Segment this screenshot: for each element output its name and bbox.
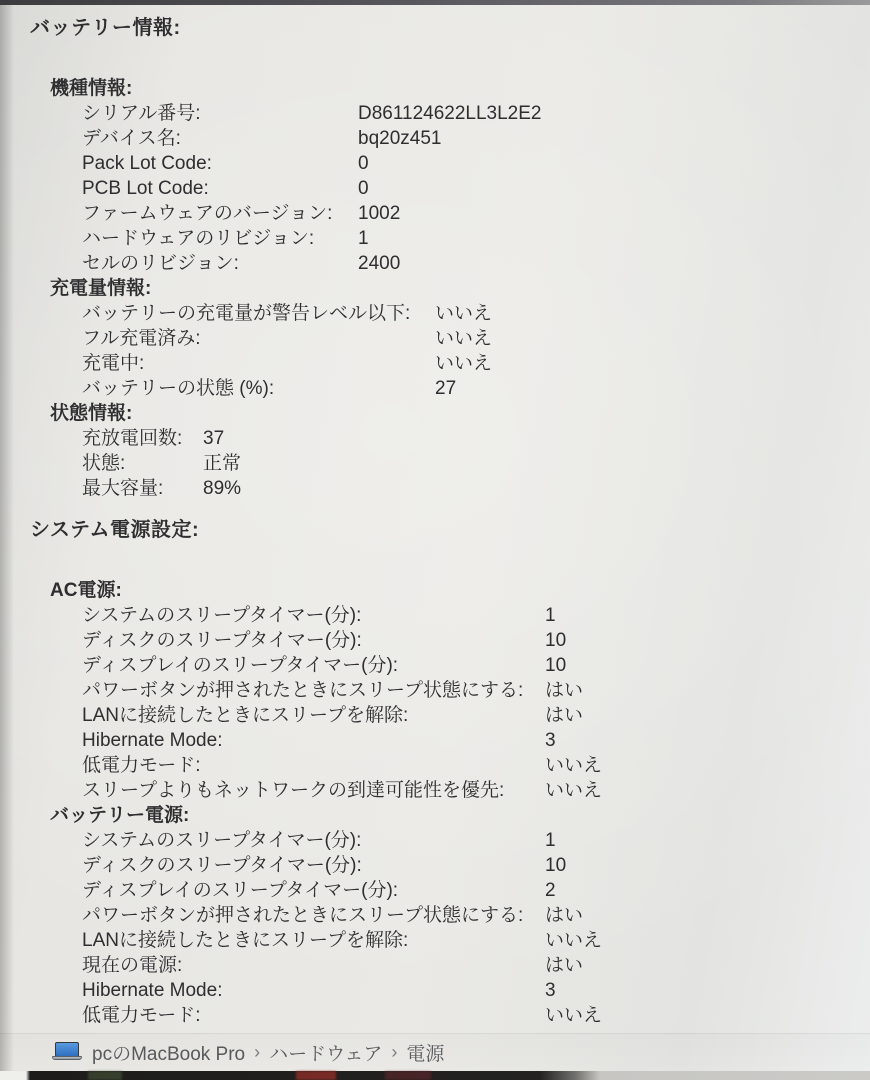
row-label: ハードウェアのリビジョン: [82,228,315,249]
report-group [0,516,870,1028]
row-value: 1002 [358,203,401,224]
macbook-icon-base [52,1056,82,1060]
info-row [0,301,870,326]
row-label: 充電中: [82,353,145,374]
info-row [0,953,870,978]
row-label: Pack Lot Code: [82,153,212,174]
row-label: ディスクのスリープタイマー(分): [82,855,362,876]
row-label: システムのスリープタイマー(分): [82,605,362,626]
info-row [0,1003,870,1028]
photo-top-edge [0,0,870,5]
info-row [0,476,870,501]
info-row [0,351,870,376]
info-row [0,226,870,251]
breadcrumb [92,1039,444,1066]
row-label: LANに接続したときにスリープを解除: [82,930,409,951]
info-row [0,101,870,126]
row-label: Hibernate Mode: [82,980,223,1001]
row-value: 10 [545,655,567,676]
row-label: Hibernate Mode: [82,730,223,751]
info-row [0,628,870,653]
info-row [0,853,870,878]
row-value: 2400 [358,253,401,274]
info-row [0,126,870,151]
row-label: 低電力モード: [82,755,201,776]
row-value: 0 [358,178,369,199]
row-value: 1 [545,605,556,626]
row-label: PCB Lot Code: [82,178,209,199]
row-value: はい [545,905,584,926]
row-value: いいえ [545,780,603,801]
row-label: シリアル番号: [82,103,201,124]
info-row [0,703,870,728]
chevron-right-icon: › [391,1041,398,1062]
row-label: LANに接続したときにスリープを解除: [82,705,409,726]
macbook-icon-lid [55,1042,79,1057]
row-value: 10 [545,630,567,651]
row-value: 3 [545,980,556,1001]
row-value: bq20z451 [358,128,442,149]
info-row [0,878,870,903]
group-title: システム電源設定: [30,519,200,541]
info-row [0,603,870,628]
row-value: 1 [358,228,369,249]
row-label: セルのリビジョン: [82,253,239,274]
row-label: バッテリーの状態 (%): [82,378,275,399]
info-row [0,176,870,201]
row-label: パワーボタンが押されたときにスリープ状態にする: [82,905,524,926]
row-label: ディスプレイのスリープタイマー(分): [82,880,399,901]
row-value: いいえ [545,930,603,951]
row-value: いいえ [435,328,493,349]
row-value: いいえ [435,353,493,374]
row-label: 状態: [82,453,126,474]
info-row [0,376,870,401]
breadcrumb-item-hardware: ハードウェア [269,1043,383,1065]
group-title: バッテリー情報: [30,17,181,39]
row-label: フル充電済み: [82,328,201,349]
photo-bottom-artifact [385,1071,431,1080]
breadcrumb-item-power: 電源 [406,1043,445,1065]
row-value: いいえ [545,1005,603,1026]
chevron-right-icon: › [254,1041,261,1062]
row-value: 37 [203,428,225,449]
photo-bottom-artifact [88,1071,122,1080]
section-header: バッテリー電源: [50,805,190,826]
row-label: 現在の電源: [82,955,183,976]
row-label: スリープよりもネットワークの到達可能性を優先: [82,780,505,801]
info-row [0,678,870,703]
row-value: 3 [545,730,556,751]
row-value: はい [545,955,584,976]
row-label: デバイス名: [82,128,181,149]
info-row [0,978,870,1003]
row-value: 10 [545,855,567,876]
row-label: ファームウェアのバージョン: [82,203,333,224]
info-row [0,928,870,953]
row-label: 低電力モード: [82,1005,201,1026]
info-row [0,151,870,176]
section-header: AC電源: [50,580,122,601]
row-value: いいえ [545,755,603,776]
info-row [0,653,870,678]
section-header: 機種情報: [50,78,133,99]
row-label: 充放電回数: [82,428,183,449]
info-row [0,753,870,778]
row-value: 2 [545,880,556,901]
info-row [0,326,870,351]
macbook-icon [52,1042,82,1062]
info-row [0,728,870,753]
row-label: システムのスリープタイマー(分): [82,830,362,851]
section-header: 充電量情報: [50,278,152,299]
row-label: ディスプレイのスリープタイマー(分): [82,655,399,676]
row-value: はい [545,705,584,726]
photo-bottom-artifact [296,1071,336,1080]
info-row [0,451,870,476]
row-value: 27 [435,378,457,399]
row-value: はい [545,680,584,701]
row-label: 最大容量: [82,478,164,499]
row-label: パワーボタンが押されたときにスリープ状態にする: [82,680,524,701]
row-value: いいえ [435,303,493,324]
section-header: 状態情報: [50,403,133,424]
row-value: 正常 [203,453,242,474]
row-value: 1 [545,830,556,851]
info-row [0,828,870,853]
row-label: バッテリーの充電量が警告レベル以下: [82,303,411,324]
info-row [0,426,870,451]
row-value: D861124622LL3L2E2 [358,103,542,124]
info-row [0,778,870,803]
row-label: ディスクのスリープタイマー(分): [82,630,362,651]
status-bar [0,1033,870,1070]
info-row [0,251,870,276]
breadcrumb-item-computer: pcのMacBook Pro [92,1043,246,1065]
row-value: 0 [358,153,369,174]
report-group [0,14,870,501]
info-row [0,903,870,928]
info-row [0,201,870,226]
row-value: 89% [203,478,242,499]
photo-bottom-edge [0,1071,870,1080]
